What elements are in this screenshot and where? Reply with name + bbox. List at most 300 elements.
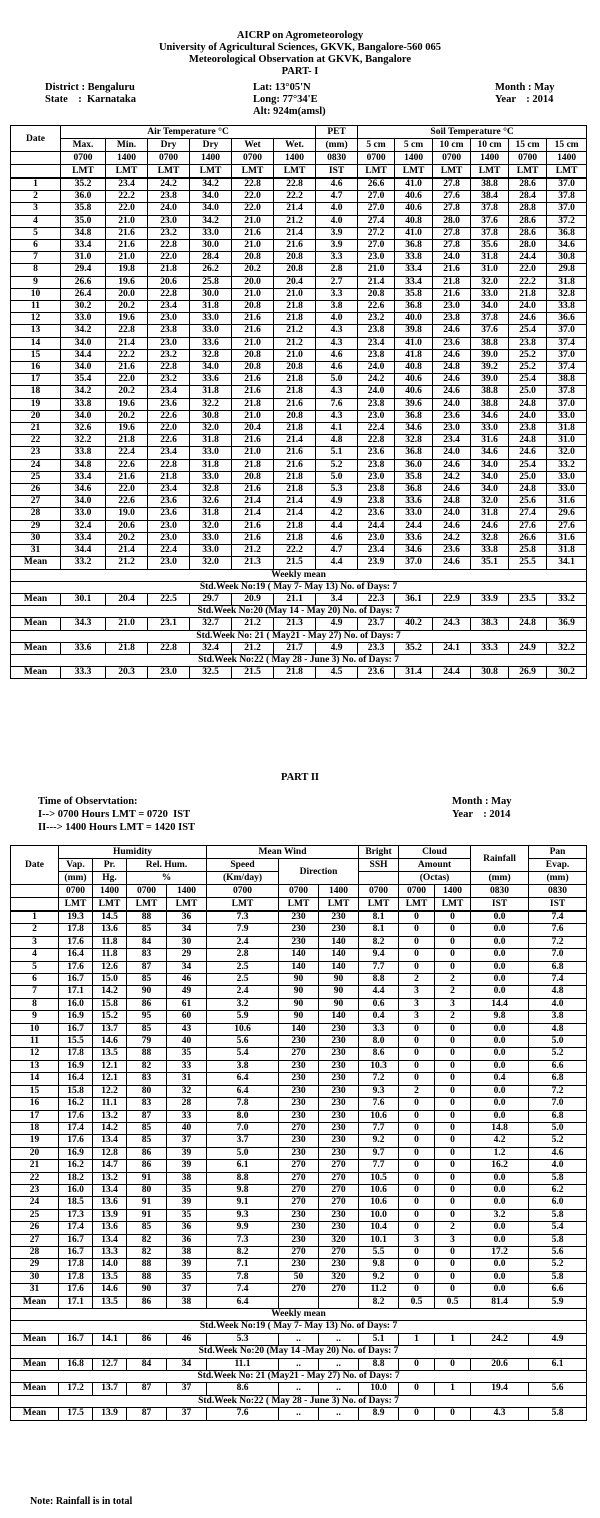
value-cell: 22.8 [148, 362, 190, 374]
value-cell: 32.0 [190, 520, 232, 532]
value-cell: 34.0 [471, 301, 509, 313]
value-cell: 4.0 [529, 998, 587, 1010]
value-cell: 17.3 [59, 1209, 93, 1221]
value-cell: 23.4 [433, 435, 471, 447]
value-cell: 21.4 [106, 337, 148, 349]
value-cell: 85 [127, 1122, 167, 1134]
value-cell: 23.8 [358, 325, 395, 337]
value-cell: 5.3 [207, 1333, 279, 1345]
unit-header: IST [316, 165, 358, 179]
value-cell: 21.8 [274, 313, 316, 325]
value-cell: 0 [435, 1122, 471, 1134]
time-header: 1400 [471, 152, 509, 165]
value-cell: 21.5 [232, 667, 274, 679]
date-cell: 29 [11, 1259, 59, 1271]
value-cell: 27.4 [358, 215, 395, 227]
value-cell: 22.0 [509, 264, 547, 276]
value-cell: 9.8 [471, 1011, 529, 1023]
value-cell: 0 [435, 911, 471, 924]
value-cell: 2 [435, 1011, 471, 1023]
value-cell: 27.0 [358, 240, 395, 252]
value-cell: 24.1 [433, 642, 471, 654]
value-cell: 84 [127, 936, 167, 948]
value-cell: 8.0 [359, 1036, 399, 1048]
value-cell: 13.5 [93, 1271, 127, 1283]
value-cell: 5.2 [316, 459, 358, 471]
value-cell: 30.2 [547, 667, 587, 679]
value-cell: 22.8 [148, 288, 190, 300]
date-cell: 4 [11, 949, 59, 961]
value-cell: 90 [279, 998, 319, 1010]
value-cell: 83 [127, 949, 167, 961]
value-cell: 4.9 [316, 496, 358, 508]
value-cell: 22.8 [148, 459, 190, 471]
value-cell: 9.8 [359, 1259, 399, 1271]
value-cell: 7.6 [316, 398, 358, 410]
value-cell: 23.0 [148, 520, 190, 532]
table-row [11, 447, 587, 459]
table-row [11, 227, 587, 239]
value-cell: 37.0 [547, 349, 587, 361]
value-cell: 0 [399, 1284, 435, 1296]
value-cell: 38.8 [471, 398, 509, 410]
table-row [11, 252, 587, 264]
mean-wind-header: Mean Wind [207, 846, 359, 859]
value-cell: 21.6 [232, 435, 274, 447]
value-cell: 20.8 [274, 362, 316, 374]
time-header: 1400 [395, 152, 433, 165]
value-cell: 22.6 [106, 496, 148, 508]
value-cell: 0.0 [471, 961, 529, 973]
value-cell: 23.6 [358, 508, 395, 520]
value-cell: 28.0 [433, 215, 471, 227]
value-cell: 19.0 [106, 508, 148, 520]
value-cell: 31.8 [471, 252, 509, 264]
unit-header: LMT [471, 165, 509, 179]
value-cell: 37 [167, 1383, 207, 1395]
value-cell: 14.4 [471, 998, 529, 1010]
pr-unit: Hg. [93, 872, 127, 885]
value-cell: 0.0 [471, 1098, 529, 1110]
value-cell: 2 [435, 974, 471, 986]
mean-label-cell: Mean [11, 593, 61, 605]
value-cell: 230 [319, 1147, 359, 1159]
value-cell: 4.0 [316, 203, 358, 215]
value-cell: 4.5 [316, 667, 358, 679]
column-header: 5 cm [358, 139, 395, 152]
date-cell: 13 [11, 1060, 59, 1072]
value-cell: 33.6 [395, 532, 433, 544]
table-row [11, 532, 587, 544]
value-cell: 21.2 [232, 642, 274, 654]
value-cell: 13.2 [93, 1110, 127, 1122]
value-cell: 34 [167, 961, 207, 973]
column-header: Min. [106, 139, 148, 152]
value-cell: 5.0 [529, 1122, 587, 1134]
value-cell: 21.4 [274, 203, 316, 215]
value-cell: 270 [319, 1160, 359, 1172]
value-cell: 5.0 [316, 374, 358, 386]
value-cell: 33.0 [61, 313, 106, 325]
value-cell: 34.3 [61, 618, 106, 630]
value-cell: 34.8 [61, 227, 106, 239]
value-cell: 33.4 [395, 264, 433, 276]
value-cell: .. [319, 1333, 359, 1345]
value-cell: 20.4 [274, 276, 316, 288]
table-row [11, 1172, 587, 1184]
value-cell: 22.6 [106, 459, 148, 471]
week-label-row [11, 606, 587, 618]
value-cell: 85 [127, 1023, 167, 1035]
date-cell: 9 [11, 1011, 59, 1023]
state-label: State : Karnataka [45, 94, 136, 105]
unit-header: LMT [399, 898, 435, 912]
date-cell: 11 [11, 1036, 59, 1048]
value-cell: 3.8 [207, 1060, 279, 1072]
value-cell: 16.7 [59, 1023, 93, 1035]
table-row [11, 276, 587, 288]
value-cell: 21.8 [274, 301, 316, 313]
table-row [11, 459, 587, 471]
table-row [11, 1222, 587, 1234]
value-cell: 21.8 [106, 435, 148, 447]
value-cell: 24.2 [433, 532, 471, 544]
value-cell: 21.8 [148, 471, 190, 483]
time-header: 0830 [316, 152, 358, 165]
time-header: 0700 [232, 152, 274, 165]
table-row [11, 386, 587, 398]
pr-header: Pr. [93, 859, 127, 872]
value-cell: 0.0 [471, 1060, 529, 1072]
value-cell: 87 [127, 1383, 167, 1395]
value-cell: 22.8 [148, 642, 190, 654]
value-cell: 23.4 [148, 484, 190, 496]
value-cell: 33.0 [547, 484, 587, 496]
unit-header: LMT [435, 898, 471, 912]
value-cell: 20.8 [274, 264, 316, 276]
time-header: 0700 [148, 152, 190, 165]
value-cell: 40 [167, 1122, 207, 1134]
value-cell: 33.0 [190, 471, 232, 483]
value-cell: 24.2 [471, 1333, 529, 1345]
value-cell: 81.4 [471, 1296, 529, 1308]
value-cell: 32.0 [471, 496, 509, 508]
value-cell: 2.8 [207, 949, 279, 961]
observation-time-title: Time of Observtation: [38, 796, 138, 807]
date-cell: 23 [11, 447, 61, 459]
date-cell: 24 [11, 1197, 59, 1209]
value-cell: 23.8 [148, 191, 190, 203]
date-cell: 17 [11, 1110, 59, 1122]
value-cell: 4.2 [471, 1135, 529, 1147]
value-cell: 25.4 [509, 325, 547, 337]
value-cell: 33.9 [471, 593, 509, 605]
value-cell: 140 [319, 936, 359, 948]
value-cell: 17.8 [59, 1048, 93, 1060]
value-cell: 29.6 [547, 508, 587, 520]
unit-header: LMT [274, 165, 316, 179]
value-cell: 84 [127, 1358, 167, 1370]
value-cell: 20.8 [232, 252, 274, 264]
value-cell: 5.2 [529, 1048, 587, 1060]
table-row [11, 191, 587, 203]
week-mean-row [11, 618, 587, 630]
value-cell: 21.0 [232, 215, 274, 227]
value-cell: 13.4 [93, 1234, 127, 1246]
value-cell: 230 [279, 1098, 319, 1110]
value-cell: 6.8 [529, 1110, 587, 1122]
value-cell: 31.0 [61, 252, 106, 264]
value-cell: 8.1 [359, 911, 399, 924]
value-cell: 38.8 [471, 178, 509, 191]
value-cell: 31 [167, 1073, 207, 1085]
value-cell: 24.0 [433, 508, 471, 520]
value-cell: 4.3 [471, 1408, 529, 1420]
date-cell: 10 [11, 1023, 59, 1035]
value-cell: 32.4 [61, 520, 106, 532]
value-cell: 230 [279, 1060, 319, 1072]
cloud-octas-header: (Octas) [399, 872, 471, 885]
value-cell: 60 [167, 1011, 207, 1023]
value-cell: .. [319, 1358, 359, 1370]
value-cell: 30.0 [190, 240, 232, 252]
value-cell: 31.8 [547, 545, 587, 557]
value-cell: 230 [279, 1147, 319, 1159]
value-cell: 0.4 [471, 1073, 529, 1085]
value-cell: 3.8 [316, 301, 358, 313]
table-row [11, 264, 587, 276]
value-cell: 13.9 [93, 1209, 127, 1221]
value-cell: 21.3 [232, 557, 274, 569]
value-cell: 0.0 [471, 974, 529, 986]
table-row [11, 374, 587, 386]
table-row [11, 961, 587, 973]
value-cell: 61 [167, 998, 207, 1010]
value-cell: 17.1 [59, 1296, 93, 1308]
value-cell: 0.0 [471, 1036, 529, 1048]
header-line: PART- I [281, 66, 319, 77]
value-cell: 9.3 [207, 1209, 279, 1221]
value-cell: 0 [435, 1209, 471, 1221]
value-cell: 16.4 [59, 949, 93, 961]
value-cell: 23.0 [148, 667, 190, 679]
time-header: 0700 [61, 152, 106, 165]
value-cell: 82 [127, 1234, 167, 1246]
value-cell: 24.8 [509, 398, 547, 410]
table-row [11, 362, 587, 374]
date-cell: 19 [11, 1135, 59, 1147]
value-cell: 22.4 [106, 447, 148, 459]
week-mean-row [11, 593, 587, 605]
unit-header: LMT [61, 165, 106, 179]
time-header: 0700 [399, 885, 435, 898]
value-cell: 21.6 [106, 227, 148, 239]
value-cell: 10.4 [359, 1222, 399, 1234]
direction-header: Direction [279, 859, 359, 885]
unit-header: LMT [319, 898, 359, 912]
value-cell: 20.8 [232, 301, 274, 313]
date-cell: 14 [11, 1073, 59, 1085]
value-cell: 320 [319, 1271, 359, 1283]
value-cell: 16.7 [59, 1333, 93, 1345]
value-cell: 24.0 [433, 447, 471, 459]
table-row [11, 423, 587, 435]
time-header: 1400 [167, 885, 207, 898]
value-cell: 5.6 [529, 1246, 587, 1258]
date-cell: 21 [11, 423, 61, 435]
value-cell: 8.0 [207, 1110, 279, 1122]
date-cell: 8 [11, 264, 61, 276]
value-cell: 7.3 [207, 1234, 279, 1246]
value-cell: 25.5 [509, 557, 547, 569]
value-cell: 33.0 [190, 325, 232, 337]
column-header: 5 cm [395, 139, 433, 152]
value-cell: 23.4 [148, 301, 190, 313]
value-cell: 8.2 [207, 1246, 279, 1258]
value-cell: 32.7 [190, 618, 232, 630]
value-cell: 34.6 [61, 484, 106, 496]
value-cell: 38 [167, 1246, 207, 1258]
value-cell: 23.6 [148, 398, 190, 410]
value-cell: 24.6 [433, 386, 471, 398]
value-cell: 5.2 [529, 1135, 587, 1147]
date-cell: 22 [11, 435, 61, 447]
value-cell: 32.0 [190, 557, 232, 569]
value-cell: 31.0 [547, 435, 587, 447]
date-cell: 18 [11, 386, 61, 398]
unit-header: IST [471, 898, 529, 912]
value-cell: 25.0 [509, 471, 547, 483]
date-cell: 27 [11, 1234, 59, 1246]
table-row [11, 1036, 587, 1048]
value-cell: 17.4 [59, 1122, 93, 1134]
value-cell: 33.6 [395, 496, 433, 508]
value-cell: 21.7 [274, 642, 316, 654]
value-cell: 36.9 [547, 618, 587, 630]
value-cell: 6.6 [529, 1060, 587, 1072]
week-label: Std.Week No: 21 (May21 - May 27) No. of Days: 7 [11, 1371, 587, 1383]
value-cell: 24.9 [509, 642, 547, 654]
value-cell: 1 [435, 1333, 471, 1345]
value-cell: 7.4 [529, 911, 587, 924]
value-cell: 24.0 [509, 301, 547, 313]
value-cell: 230 [319, 1122, 359, 1134]
week-label-row [11, 1346, 587, 1358]
date-cell: 3 [11, 936, 59, 948]
value-cell: 2.7 [316, 276, 358, 288]
value-cell: 32.0 [547, 447, 587, 459]
value-cell: 33.0 [190, 545, 232, 557]
value-cell: 0 [399, 1184, 435, 1196]
value-cell: 5.8 [529, 1234, 587, 1246]
value-cell: 9.9 [207, 1222, 279, 1234]
value-cell: 270 [319, 1172, 359, 1184]
value-cell: 34.0 [61, 410, 106, 422]
date-cell: 23 [11, 1184, 59, 1196]
value-cell: .. [279, 1408, 319, 1420]
value-cell: 21.6 [433, 264, 471, 276]
value-cell: 20.3 [106, 667, 148, 679]
value-cell: 7.7 [359, 1160, 399, 1172]
humidity-header: Humidity [59, 846, 207, 859]
value-cell: 230 [279, 1234, 319, 1246]
value-cell: 46 [167, 1333, 207, 1345]
value-cell: 33.0 [471, 288, 509, 300]
value-cell: 32.8 [547, 288, 587, 300]
value-cell: 22.8 [148, 240, 190, 252]
unit-header: LMT [395, 165, 433, 179]
value-cell: 140 [319, 949, 359, 961]
value-cell: 21.4 [274, 227, 316, 239]
value-cell: 39 [167, 1259, 207, 1271]
value-cell: 24.0 [148, 203, 190, 215]
week-mean-row [11, 667, 587, 679]
unit-header: LMT [148, 165, 190, 179]
value-cell: 30.1 [61, 593, 106, 605]
value-cell: 21.0 [232, 288, 274, 300]
value-cell: 22.2 [274, 545, 316, 557]
value-cell: 4.7 [316, 191, 358, 203]
value-cell: 24.4 [358, 520, 395, 532]
value-cell: 50 [279, 1271, 319, 1283]
value-cell: 2 [399, 974, 435, 986]
value-cell: 22.0 [106, 203, 148, 215]
value-cell: 32 [167, 1085, 207, 1097]
value-cell: 30.0 [190, 288, 232, 300]
value-cell: 0 [435, 1036, 471, 1048]
value-cell: 230 [279, 1085, 319, 1097]
part2-table [10, 845, 587, 1421]
value-cell: 7.8 [207, 1271, 279, 1283]
part1-table [10, 125, 587, 679]
table-row [11, 949, 587, 961]
value-cell: 25.4 [509, 374, 547, 386]
value-cell: 4.8 [316, 435, 358, 447]
rel-hum-header: Rel. Hum. [127, 859, 207, 872]
time-header: 1400 [93, 885, 127, 898]
time-header: 0700 [127, 885, 167, 898]
value-cell: 24.4 [395, 520, 433, 532]
value-cell: 13.5 [93, 1296, 127, 1308]
value-cell: 23.6 [148, 508, 190, 520]
value-cell: 41.0 [395, 178, 433, 191]
value-cell: 29.4 [61, 264, 106, 276]
value-cell: 21.0 [358, 264, 395, 276]
value-cell: 23.0 [148, 313, 190, 325]
value-cell: 0.0 [471, 1184, 529, 1196]
week-label: Std.Week No:20 (May 14 - May 20) No. of Days: 7 [11, 606, 587, 618]
value-cell: 4.6 [316, 349, 358, 361]
table-row [11, 936, 587, 948]
value-cell: 230 [279, 1073, 319, 1085]
value-cell: 17.6 [59, 961, 93, 973]
table-row [11, 484, 587, 496]
table-row [11, 1160, 587, 1172]
value-cell: 31.8 [190, 386, 232, 398]
value-cell: 16.7 [59, 1234, 93, 1246]
table-row [11, 520, 587, 532]
value-cell: 11.2 [359, 1284, 399, 1296]
value-cell: .. [279, 1358, 319, 1370]
value-cell: 6.4 [207, 1296, 279, 1308]
week-label-row [11, 1321, 587, 1333]
value-cell: 41.8 [395, 349, 433, 361]
value-cell: 22.2 [106, 191, 148, 203]
value-cell: 31.8 [471, 508, 509, 520]
time-header: 1400 [547, 152, 587, 165]
weekly-mean-title: Weekly mean [11, 1309, 587, 1321]
value-cell: 18.2 [59, 1172, 93, 1184]
